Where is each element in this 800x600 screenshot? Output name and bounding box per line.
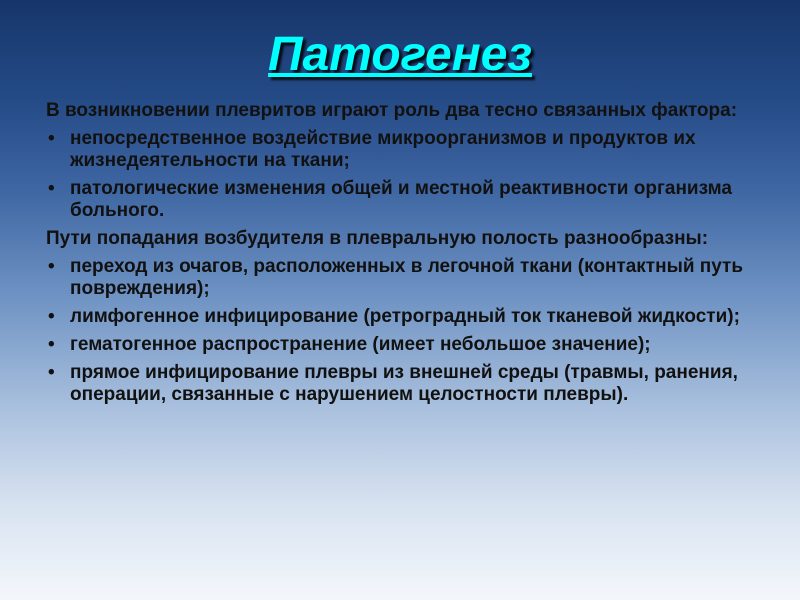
bullet-item — [46, 362, 746, 406]
bullet-icon: • — [48, 178, 55, 199]
bullet-text: лимфогенное инфицирование (ретроградный ток тканевой жидкости); — [70, 306, 740, 327]
bullet-item — [46, 334, 746, 356]
bullet-item — [46, 256, 746, 300]
slide-title: Патогенез — [268, 28, 532, 81]
paragraph-intro-factors: В возникновении плевритов играют роль два тесно связанных фактора: — [46, 100, 738, 121]
bullet-item — [46, 128, 746, 172]
bullet-text: переход из очагов, расположенных в легочной ткани (контактный путь повреждения); — [70, 256, 744, 299]
bullet-text: патологические изменения общей и местной реактивности организма больного. — [70, 178, 732, 221]
bullet-item — [46, 306, 746, 328]
bullet-icon: • — [48, 362, 55, 383]
bullet-text: гематогенное распространение (имеет небольшое значение); — [70, 334, 651, 355]
bullet-text: непосредственное воздействие микроорганизмов и продуктов их жизнедеятельности на ткани; — [70, 128, 696, 171]
paragraph-intro-routes: Пути попадания возбудителя в плевральную полость разнообразны: — [46, 228, 709, 249]
bullet-icon: • — [48, 256, 55, 277]
bullet-icon: • — [48, 128, 55, 149]
bullet-icon: • — [48, 334, 55, 355]
slide-content — [46, 100, 746, 412]
bullet-icon: • — [48, 306, 55, 327]
bullet-item — [46, 178, 746, 222]
bullet-text: прямое инфицирование плевры из внешней среды (травмы, ранения, операции, связанные с нарушением целостности плевры). — [70, 362, 738, 405]
